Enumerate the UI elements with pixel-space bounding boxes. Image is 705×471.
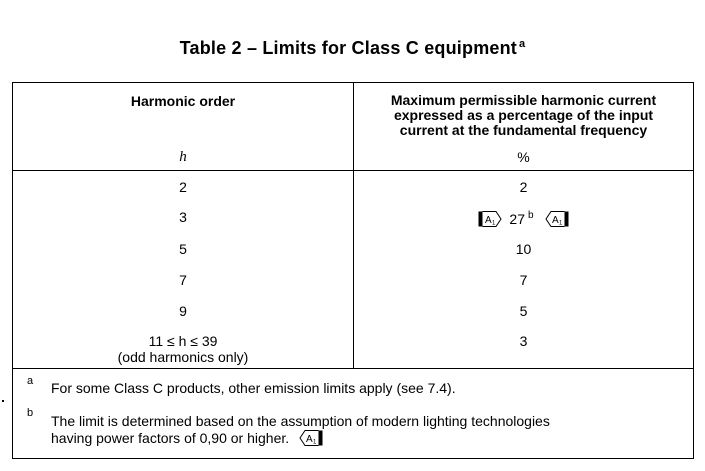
footnote-divider: [13, 368, 693, 369]
table-title: [0, 38, 705, 59]
row-3-footnote-ref: b: [528, 210, 534, 221]
row-3-limit-cell: [354, 208, 693, 227]
row-5-order: 5: [179, 241, 187, 257]
footnote-b-line2: having power factors of 0,90 or higher.: [51, 430, 290, 446]
row-3-order: 3: [179, 209, 187, 225]
row-11-39-note: (odd harmonics only): [117, 349, 249, 365]
footnote-b-mark: b: [27, 407, 34, 419]
row-9-limit: 5: [519, 303, 528, 319]
row-3-limit: 27: [509, 211, 525, 227]
footnote-b-line1: The limit is determined based on the assumption of modern lighting technologies: [51, 413, 550, 429]
row-5-limit: 10: [515, 241, 532, 257]
row-7-limit: 7: [519, 272, 528, 288]
footnote-a-text: For some Class C products, other emission limits apply (see 7.4).: [51, 380, 456, 396]
row-11-39-order: 11 ≤ h ≤ 39: [148, 333, 218, 349]
row-2-order: 2: [179, 179, 187, 195]
svg-text:A: A: [552, 215, 560, 226]
margin-mark: [2, 400, 4, 402]
svg-text:1: 1: [313, 439, 317, 446]
footnote-a-mark: a: [27, 375, 34, 387]
amendment-end-marker-icon: [299, 430, 323, 446]
header-unit-percent: %: [517, 149, 530, 165]
svg-text:A: A: [306, 434, 313, 445]
amendment-start-marker-icon: [478, 211, 502, 227]
table-title-footnote-ref: a: [519, 38, 526, 50]
row-7-order: 7: [179, 272, 187, 288]
svg-text:1: 1: [491, 220, 495, 227]
row-2-limit: 2: [519, 179, 528, 195]
header-harmonic-order: Harmonic order: [130, 93, 236, 109]
header-unit-h: h: [179, 149, 187, 165]
table-title-text: Table 2 – Limits for Class C equipment: [179, 38, 517, 58]
footnote-b-line2-wrap: [51, 430, 691, 447]
svg-text:A: A: [484, 215, 492, 226]
svg-text:1: 1: [559, 220, 563, 227]
limits-table: [12, 82, 694, 459]
header-divider: [13, 170, 693, 171]
amendment-end-marker-icon: [545, 211, 569, 227]
header-max-current: Maximum permissible harmonic current expressed as a percentage of the input current at the fundamental frequency: [390, 92, 657, 138]
row-11-39-limit: 3: [519, 333, 528, 349]
row-9-order: 9: [179, 303, 187, 319]
